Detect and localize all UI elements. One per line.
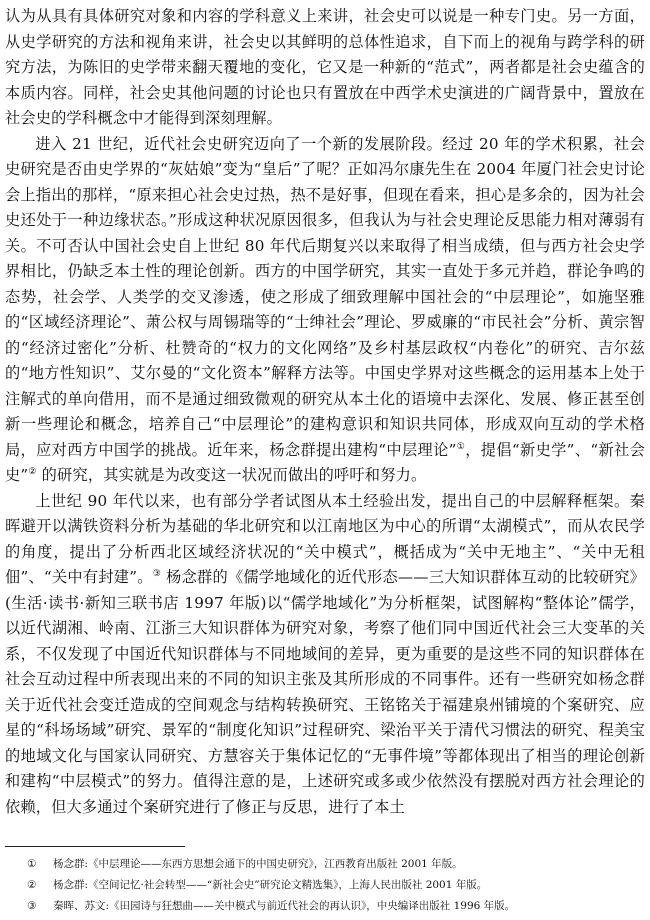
footnote-text: 秦晖、苏文:《田园诗与狂想曲——关中模式与前近代社会的再认识》，中央编译出版社 1996 年版。 <box>53 900 516 912</box>
paragraph <box>5 4 645 132</box>
footnote-text: 杨念群:《空间记忆·社会转型——“新社会史”研究论文精选集》，上海人民出版社 2001 年版。 <box>53 879 488 891</box>
paragraph-text: 的研究，其实就是为改变这一状况而做出的呼吁和努力。 <box>36 466 427 484</box>
footnote-mark: ② <box>27 879 37 891</box>
footnote-divider <box>5 846 185 847</box>
footnote-mark: ① <box>27 858 37 870</box>
footnote-mark: ③ <box>27 900 37 912</box>
footnote <box>5 854 645 875</box>
paragraph <box>5 132 645 489</box>
paragraph <box>5 489 645 821</box>
footnote <box>5 875 645 896</box>
footnote-ref: ③ <box>152 568 162 579</box>
paragraph-text: ，提倡“新史学”、“新社会史” <box>5 440 645 484</box>
footnote-ref: ① <box>456 441 466 452</box>
body-text <box>5 4 645 820</box>
footnote <box>5 896 645 917</box>
footnote-ref: ② <box>28 466 37 477</box>
paragraph-text: 上世纪 90 年代以来，也有部分学者试图从本土经验出发，提出自己的中层解释框架。秦晖避开以满铁资料分析为基础的华北研究和以江南地区为中心的所谓“太湖模式”，而从农民学的角度，提出了分析西北区域经济状况的“关中模式”，概括成为“关中无地主”、“关中无租佃”、“关中有封建”。 <box>5 491 645 586</box>
paragraph-text: 认为从具有具体研究对象和内容的学科意义上来讲，社会史可以说是一种专门史。另一方面，从史学研究的方法和视角来讲，社会史以其鲜明的总体性追求，自下而上的视角与跨学科的研究方法，为陈旧的史学带来翻天覆地的变化，它又是一种新的“范式”，两者都是社会史蕴含的本质内容。同样，社会史其他问题的讨论也只有置放在中西学术史演进的广阔背景中，置放在社会史的学科概念中才能得到深刻理解。 <box>5 7 645 127</box>
paragraph-text: 进入 21 世纪，近代社会史研究迈向了一个新的发展阶段。经过 20 年的学术积累，社会史研究是否由史学界的“灰姑娘”变为“皇后”了呢？正如冯尔康先生在 2004 年厦门社会史讨论会上指出的那样，“原来担心社会史过热，热不是好事，但现在看来，担心是多余的，因为社会史还处于一种边缘状态。”形成这种状况原因很多，但我认为与社会史理论反思能力相对薄弱有关。不可否认中国社会史自上世纪 80 年代后期复兴以来取得了相当成绩，但与西方社会史学界相比，仍缺乏本土性的理论创新。西方的中国学研究，其实一直处于多元并趋，群论争鸣的态势，社会学、人类学的交叉渗透，使之形成了细致理解中国社会的“中层理论”，如施坚雅的“区域经济理论”、萧公权与周锡瑞等的“士绅社会”理论、罗威廉的“市民社会”分析、黄宗智的“经济过密化”分析、杜赞奇的“权力的文化网络”及乡村基层政权“内卷化”的研究、吉尔兹的“地方性知识”、艾尔曼的“文化资本”解释方法等。中国史学界对这些概念的运用基本上处于注解式的单向借用，而不是通过细致微观的研究从本土化的语境中去深化、发展、修正甚至创新一些理论和概念，培养自己“中层理论”的建构意识和知识共同体，形成双向互动的学术格局，应对西方中国学的挑战。近年来，杨念群提出建构“中层理论” <box>5 134 645 459</box>
footnotes <box>5 854 645 917</box>
footnote-text: 杨念群:《中层理论——东西方思想会通下的中国史研究》，江西教育出版社 2001 年版。 <box>53 858 463 870</box>
paragraph-text: 杨念群的《儒学地域化的近代形态——三大知识群体互动的比较研究》(生活·读书·新知三联书店 1997 年版)以“儒学地域化”为分析框架，试图解构“整体论”儒学，以近代湖湘、岭南、江浙三大知识群体为研究对象，考察了他们同中国近代社会三大变革的关系，不仅发现了中国近代知识群体与不同地域间的差异，更为重要的是这些不同的知识群体在社会互动过程中所表现出来的不同的知识主张及其所形成的不同事件。还有一些研究如杨念群关于近代社会变迁造成的空间观念与结构转换研究、王铭铭关于福建泉州铺境的个案研究、应星的“科场场域”研究、景军的“制度化知识”过程研究、梁治平关于清代习惯法的研究、程美宝的地域文化与国家认同研究、方慧容关于集体记忆的“无事件境”等都体现出了相当的理论创新和建构“中层模式”的努力。值得注意的是，上述研究或多或少依然没有摆脱对西方社会理论的依赖，但大多通过个案研究进行了修正与反思，进行了本土 <box>5 568 645 816</box>
